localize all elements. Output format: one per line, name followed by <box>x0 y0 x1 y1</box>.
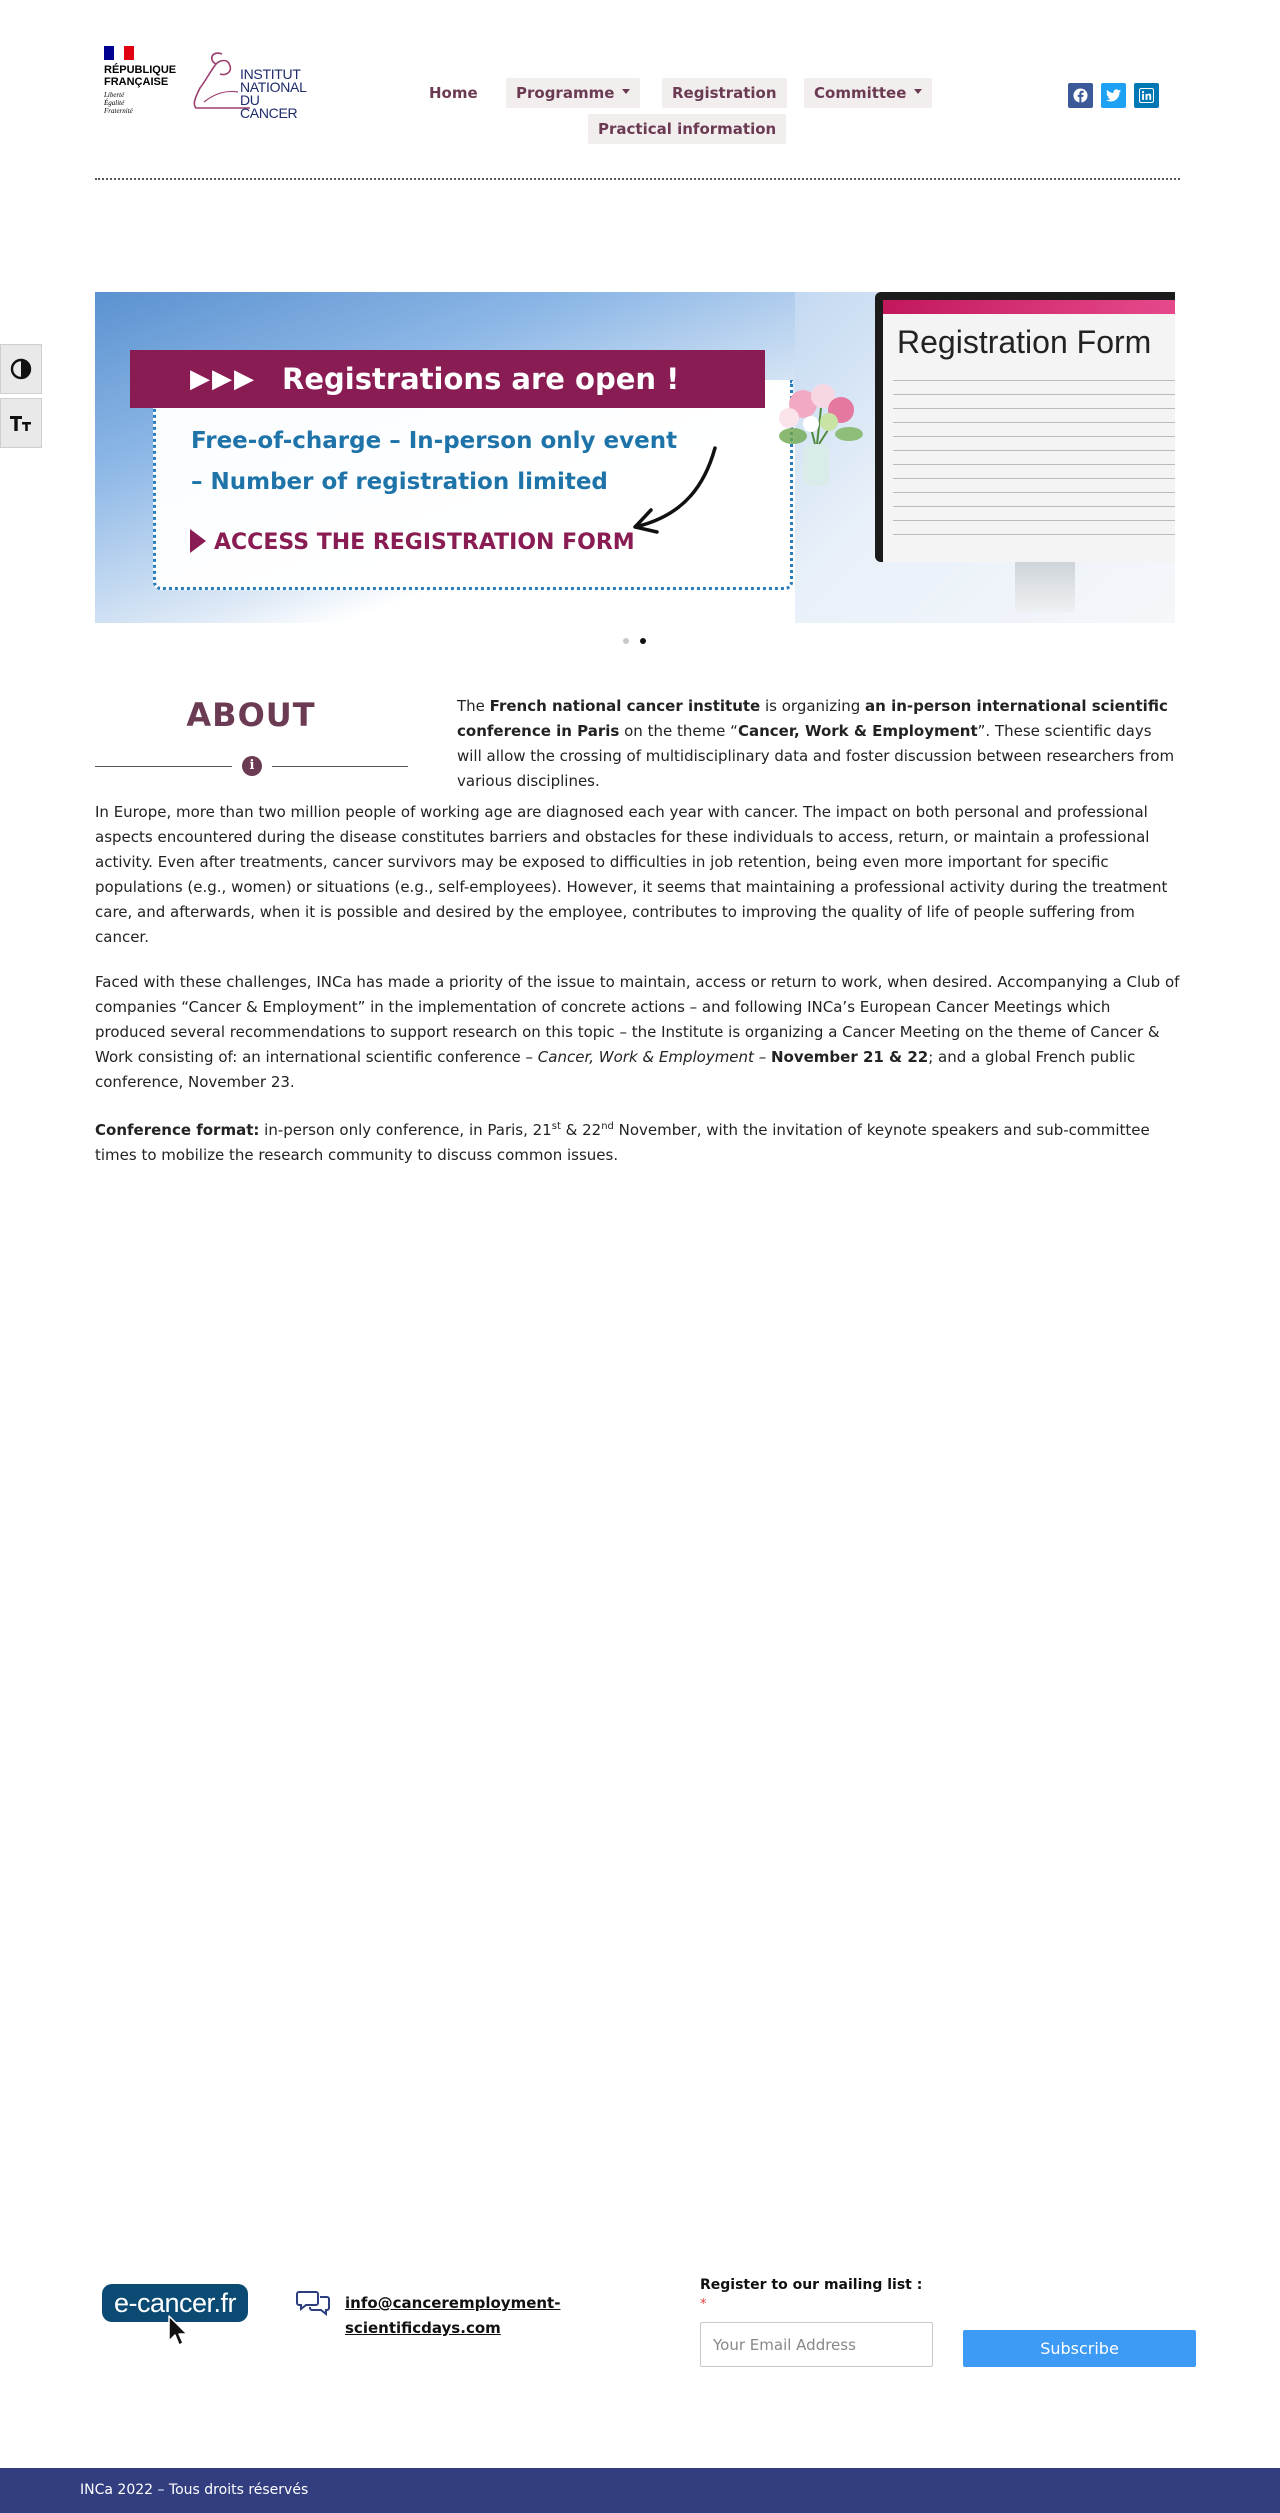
rf-motto: Liberté Égalité Fraternité <box>104 91 133 115</box>
linkedin-link[interactable] <box>1134 83 1159 108</box>
contrast-icon <box>10 358 32 380</box>
about-intro: The French national cancer institute is organizing an in-person international scientific conference in Paris on the theme “Cancer, Work & Employment”. These scientific days will allow the crossing of multidisciplinary data and foster discussion between researchers from various disciplines. <box>457 697 1175 790</box>
about-heading: ABOUT <box>186 696 316 734</box>
twitter-icon <box>1106 89 1121 102</box>
about-divider-right <box>272 766 408 767</box>
banner-line-2: – Number of registration limited <box>191 469 608 495</box>
inca-logo[interactable] <box>190 46 320 121</box>
monitor-stand <box>1015 562 1075 612</box>
footer-bar <box>0 2468 1280 2513</box>
contact-email-link[interactable]: info@canceremployment-scientificdays.com <box>345 2294 561 2337</box>
nav-committee-label: Committee <box>814 84 907 102</box>
registration-banner[interactable] <box>95 292 1175 623</box>
banner-arrows-icon: ▶▶▶ <box>190 364 256 394</box>
mailing-list-label: Register to our mailing list : <box>700 2277 923 2293</box>
registration-form-link[interactable] <box>190 530 635 555</box>
monitor-image <box>875 292 1175 623</box>
inca-wordmark: INSTITUT NATIONAL DU CANCER <box>240 66 307 121</box>
mouse-cursor-icon <box>168 2315 190 2347</box>
linkedin-icon <box>1139 88 1154 103</box>
banner-cta-label: ACCESS THE REGISTRATION FORM <box>214 530 635 555</box>
font-size-icon <box>9 413 33 433</box>
subscribe-button[interactable]: Subscribe <box>963 2330 1196 2367</box>
twitter-link[interactable] <box>1101 83 1126 108</box>
banner-line-1: Free-of-charge – In-person only event <box>191 428 678 454</box>
nav-practical-information[interactable] <box>588 114 786 144</box>
high-contrast-toggle[interactable] <box>0 344 42 394</box>
about-divider-left <box>95 766 232 767</box>
screen-title: Registration Form <box>897 324 1152 360</box>
info-icon: i <box>242 756 262 776</box>
chevron-down-icon <box>914 89 922 94</box>
carousel-dot-2[interactable] <box>640 638 646 644</box>
about-paragraph-3: Faced with these challenges, INCa has made a priority of the issue to maintain, access or return to work, when desired. Accompanying a Club of companies “Cancer & Employment” in the implementation of concrete actions – and following INCa’s European Cancer Meetings which produced several recommendations to support research on this topic – the Institute is organizing a Cancer Meeting on the theme of Cancer & Work consisting of: an international scientific conference – Cancer, Work & Employment – November 21 & 22; and a global French public conference, November 23. <box>95 973 1180 1091</box>
nav-committee[interactable] <box>804 78 932 108</box>
newsletter-email-input[interactable] <box>700 2322 933 2367</box>
font-size-toggle[interactable] <box>0 398 42 448</box>
conference-format: Conference format: in-person only conference, in Paris, 21st & 22nd November, with the invitation of keynote speakers and sub-committee times to mobilize the research community to discuss common issues. <box>95 1121 1150 1164</box>
nav-home[interactable] <box>419 78 488 108</box>
screen-form-rows <box>893 380 1175 548</box>
chat-icon <box>296 2288 330 2316</box>
facebook-icon <box>1073 88 1088 103</box>
monitor-screen <box>875 292 1175 562</box>
chevron-down-icon <box>622 89 630 94</box>
nav-home-label: Home <box>429 84 478 102</box>
rf-name: RÉPUBLIQUE FRANÇAISE <box>104 64 177 88</box>
play-icon <box>190 529 206 553</box>
about-paragraph-2: In Europe, more than two million people of working age are diagnosed each year with cancer. The impact on both personal and professional aspects encountered during the disease constitutes barriers and obstacles for these individuals to access, return, or maintain a professional activity. Even after treatments, cancer survivors may be exposed to difficulties in job retention, being even more important for specific populations (e.g., women) or situations (e.g., self-employees). However, it seems that maintaining a professional activity during the treatment care, and afterwards, when it is possible and desired by the employee, contributes to improving the quality of life of people suffering from cancer. <box>95 803 1168 946</box>
ecancer-logo-text: e-cancer.fr <box>113 2288 237 2318</box>
french-flag-icon <box>104 46 134 60</box>
nav-programme-label: Programme <box>516 84 615 102</box>
republique-francaise-logo[interactable] <box>104 46 178 115</box>
nav-registration[interactable] <box>662 78 787 108</box>
facebook-link[interactable] <box>1068 83 1093 108</box>
carousel-dot-1[interactable] <box>623 638 629 644</box>
header-divider <box>95 178 1180 180</box>
banner-title: Registrations are open ! <box>282 362 680 396</box>
required-marker: * <box>700 2297 707 2312</box>
flower-vase-image <box>745 352 895 502</box>
nav-programme[interactable] <box>506 78 640 108</box>
nav-practical-label: Practical information <box>598 120 777 138</box>
curved-arrow-icon <box>625 444 721 538</box>
nav-registration-label: Registration <box>672 84 777 102</box>
copyright-text: INCa 2022 – Tous droits réservés <box>80 2482 309 2498</box>
banner-title-bar <box>130 350 765 408</box>
